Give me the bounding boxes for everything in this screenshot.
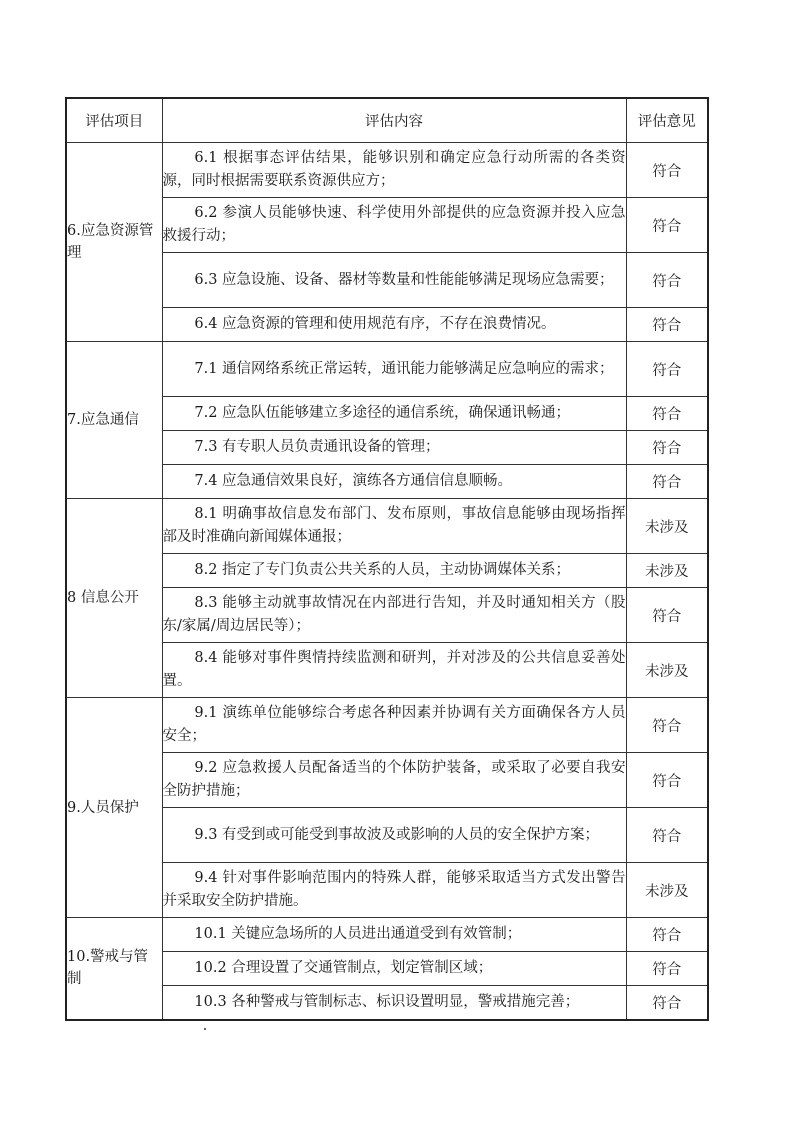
header-opinion: 评估意见 (626, 98, 708, 143)
table-row (66, 308, 708, 342)
opinion-cell: 符合 (626, 753, 708, 808)
opinion-cell: 未涉及 (626, 499, 708, 554)
content-cell: 8.3 能够主动就事故情况在内部进行告知，并及时通知相关方（股东/家属/周边居民等）； (162, 588, 626, 643)
header-item: 评估项目 (66, 98, 162, 143)
table-row (66, 342, 708, 397)
table-row (66, 588, 708, 643)
opinion-cell: 符合 (626, 808, 708, 863)
content-cell: 8.4 能够对事件舆情持续监测和研判，并对涉及的公共信息妥善处置。 (162, 643, 626, 698)
content-cell: 9.4 针对事件影响范围内的特殊人群，能够采取适当方式发出警告并采取安全防护措施。 (162, 863, 626, 918)
content-cell: 6.2 参演人员能够快速、科学使用外部提供的应急资源并投入应急救援行动； (162, 198, 626, 253)
content-cell: 10.1 关键应急场所的人员进出通道受到有效管制； (162, 918, 626, 952)
table-row (66, 499, 708, 554)
opinion-cell: 符合 (626, 698, 708, 753)
opinion-cell: 符合 (626, 308, 708, 342)
table-row (66, 698, 708, 753)
table-row (66, 986, 708, 1020)
table-row (66, 465, 708, 499)
content-cell: 7.1 通信网络系统正常运转，通讯能力能够满足应急响应的需求； (162, 342, 626, 397)
table-row (66, 643, 708, 698)
opinion-cell: 符合 (626, 397, 708, 431)
content-cell: 9.2 应急救援人员配备适当的个体防护装备，或采取了必要自我安全防护措施； (162, 753, 626, 808)
opinion-cell: 符合 (626, 431, 708, 465)
content-cell: 7.4 应急通信效果良好，演练各方通信信息顺畅。 (162, 465, 626, 499)
content-cell: 7.3 有专职人员负责通讯设备的管理； (162, 431, 626, 465)
opinion-cell: 未涉及 (626, 554, 708, 588)
table-row (66, 753, 708, 808)
category-cell: 7.应急通信 (66, 342, 162, 499)
content-cell: 8.1 明确事故信息发布部门、发布原则，事故信息能够由现场指挥部及时准确向新闻媒体通报； (162, 499, 626, 554)
content-cell: 8.2 指定了专门负责公共关系的人员，主动协调媒体关系； (162, 554, 626, 588)
opinion-cell: 符合 (626, 253, 708, 308)
category-cell: 9.人员保护 (66, 698, 162, 918)
category-cell: 8 信息公开 (66, 499, 162, 698)
opinion-cell: 未涉及 (626, 863, 708, 918)
header-content: 评估内容 (162, 98, 626, 143)
opinion-cell: 未涉及 (626, 643, 708, 698)
content-cell: 10.2 合理设置了交通管制点，划定管制区域； (162, 952, 626, 986)
content-cell: 9.3 有受到或可能受到事故波及或影响的人员的安全保护方案； (162, 808, 626, 863)
table-row (66, 918, 708, 952)
content-cell: 6.3 应急设施、设备、器材等数量和性能能够满足现场应急需要； (162, 253, 626, 308)
opinion-cell: 符合 (626, 143, 708, 198)
opinion-cell: 符合 (626, 342, 708, 397)
opinion-cell: 符合 (626, 986, 708, 1020)
table-row (66, 143, 708, 198)
opinion-cell: 符合 (626, 198, 708, 253)
table-row (66, 198, 708, 253)
evaluation-table (65, 97, 709, 1021)
table-row (66, 253, 708, 308)
table-row (66, 431, 708, 465)
content-cell: 6.1 根据事态评估结果，能够识别和确定应急行动所需的各类资源，同时根据需要联系资源供应方； (162, 143, 626, 198)
table-row (66, 554, 708, 588)
content-cell: 10.3 各种警戒与管制标志、标识设置明显，警戒措施完善； (162, 986, 626, 1020)
table-row (66, 863, 708, 918)
opinion-cell: 符合 (626, 588, 708, 643)
category-cell: 6.应急资源管理 (66, 143, 162, 342)
category-cell: 10.警戒与管制 (66, 918, 162, 1020)
table-row (66, 952, 708, 986)
opinion-cell: 符合 (626, 465, 708, 499)
content-cell: 6.4 应急资源的管理和使用规范有序，不存在浪费情况。 (162, 308, 626, 342)
table-row (66, 397, 708, 431)
opinion-cell: 符合 (626, 918, 708, 952)
opinion-cell: 符合 (626, 952, 708, 986)
table-row (66, 808, 708, 863)
scan-speck (204, 1028, 206, 1030)
table-header-row (66, 98, 708, 143)
content-cell: 9.1 演练单位能够综合考虑各种因素并协调有关方面确保各方人员安全； (162, 698, 626, 753)
content-cell: 7.2 应急队伍能够建立多途径的通信系统，确保通讯畅通； (162, 397, 626, 431)
